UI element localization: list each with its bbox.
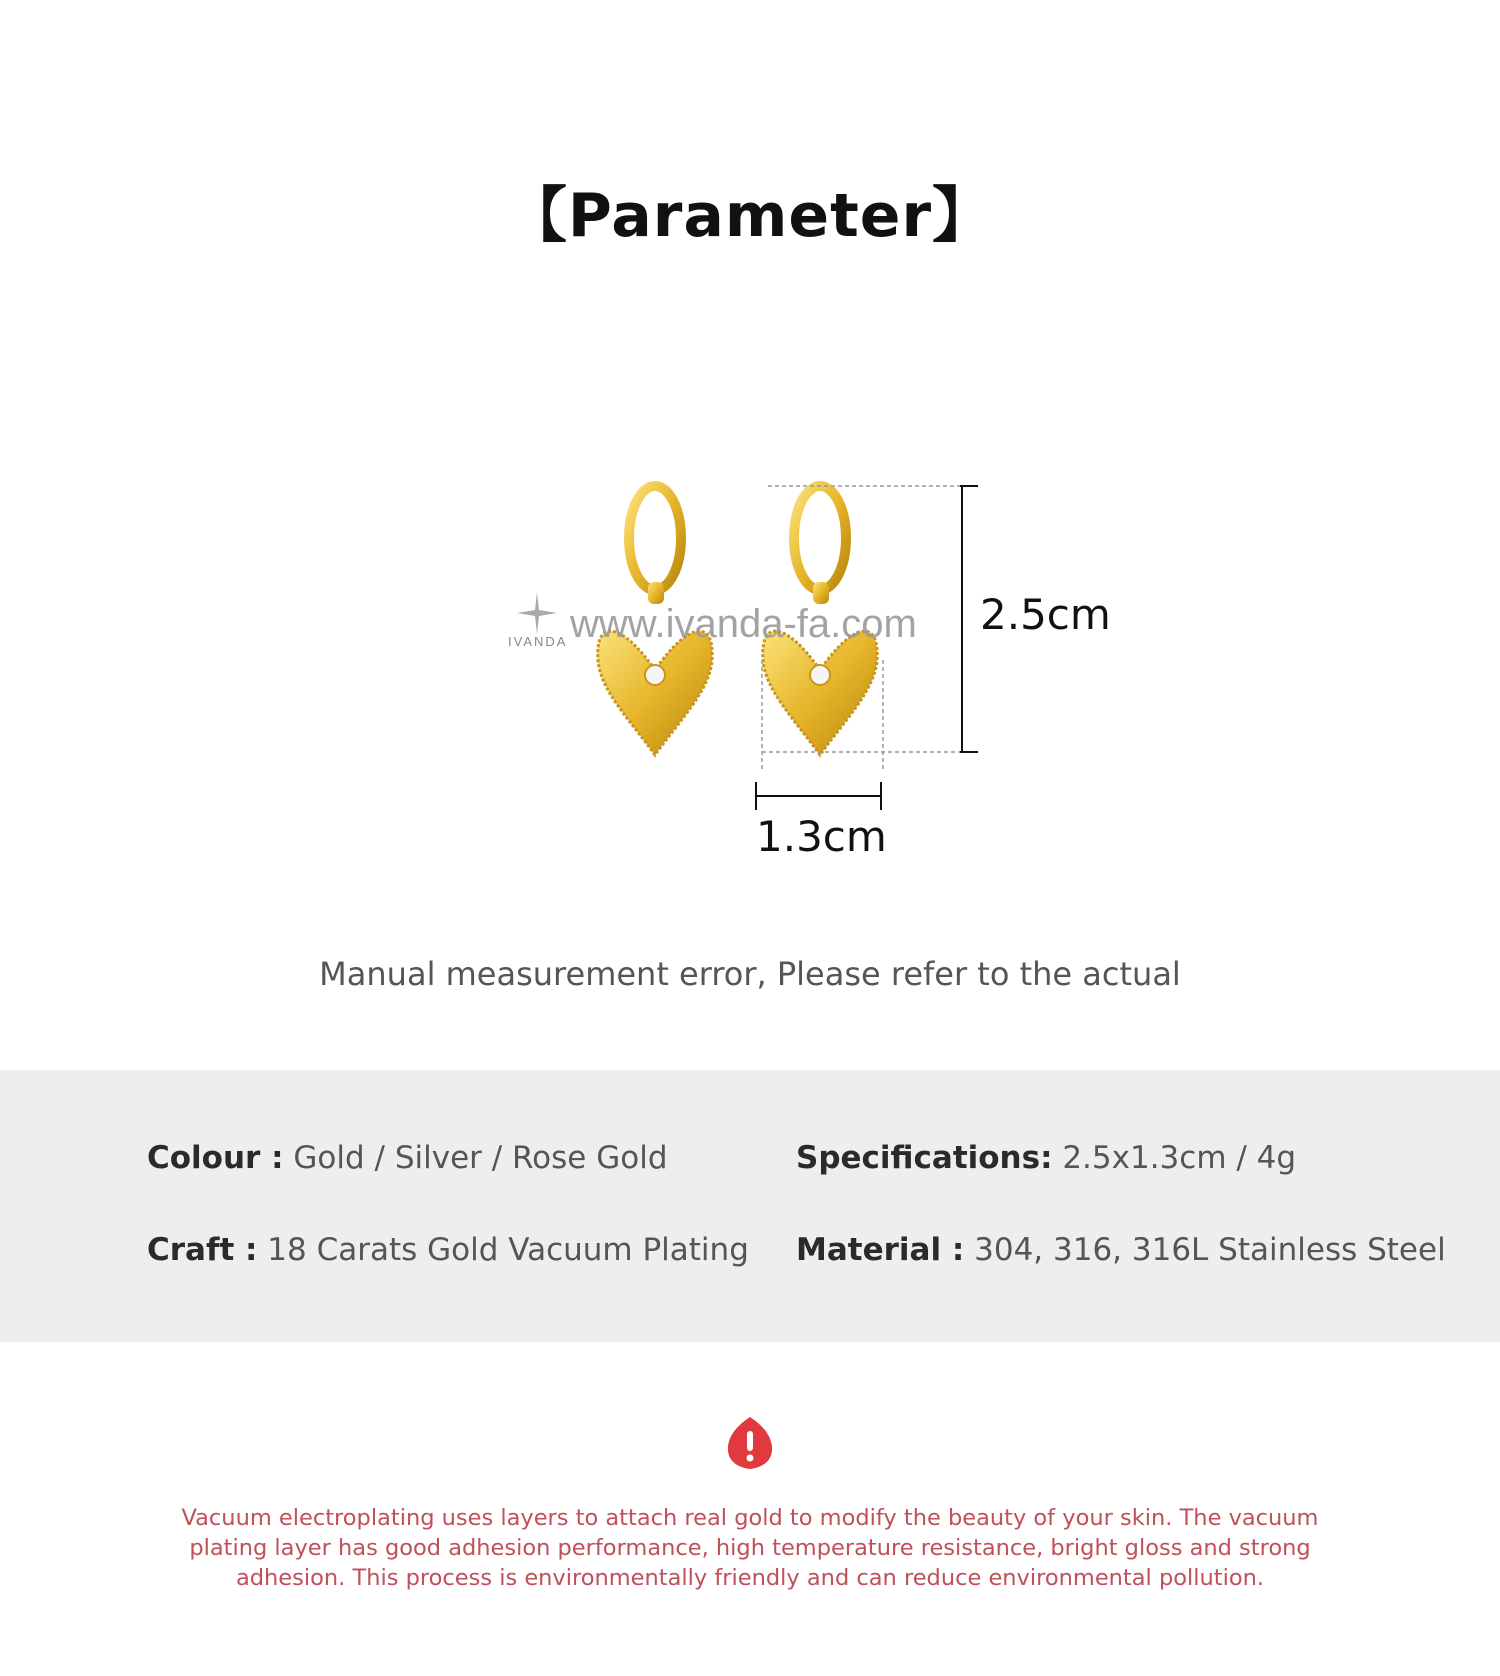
spec-specifications xyxy=(796,1140,1296,1176)
spec-material-value: 304, 316, 316L Stainless Steel xyxy=(964,1232,1446,1268)
spec-material-label: Material : xyxy=(796,1232,965,1268)
spec-craft xyxy=(147,1232,749,1268)
watermark xyxy=(508,590,978,660)
width-dimension-label: 1.3cm xyxy=(756,812,887,861)
specs-panel xyxy=(0,1070,1500,1342)
plating-info-text: Vacuum electroplating uses layers to attach real gold to modify the beauty of your skin. The vacuum plating layer has good adhesion performance, high temperature resistance, bright gloss and strong adhesion. This process is environmentally friendly and can reduce environmental pollution. xyxy=(181,1505,1319,1591)
spec-material xyxy=(796,1232,1446,1268)
measurement-note: Manual measurement error, Please refer to the actual xyxy=(319,955,1181,993)
watermark-text: www.ivanda-fa.com xyxy=(570,602,917,646)
spec-colour-label: Colour : xyxy=(147,1140,284,1176)
spec-specifications-label: Specifications: xyxy=(796,1140,1053,1176)
spec-craft-label: Craft : xyxy=(147,1232,258,1268)
watermark-brand: IVANDA xyxy=(508,634,568,649)
exclamation-shield-icon xyxy=(725,1415,775,1471)
spec-colour-value: Gold / Silver / Rose Gold xyxy=(283,1140,668,1176)
spec-colour xyxy=(147,1140,668,1176)
height-dimension-label: 2.5cm xyxy=(980,590,1111,639)
star-logo-icon xyxy=(512,590,562,636)
spec-specifications-value: 2.5x1.3cm / 4g xyxy=(1052,1140,1297,1176)
page-title: 【Parameter】 xyxy=(506,181,994,251)
spec-craft-value: 18 Carats Gold Vacuum Plating xyxy=(257,1232,749,1268)
